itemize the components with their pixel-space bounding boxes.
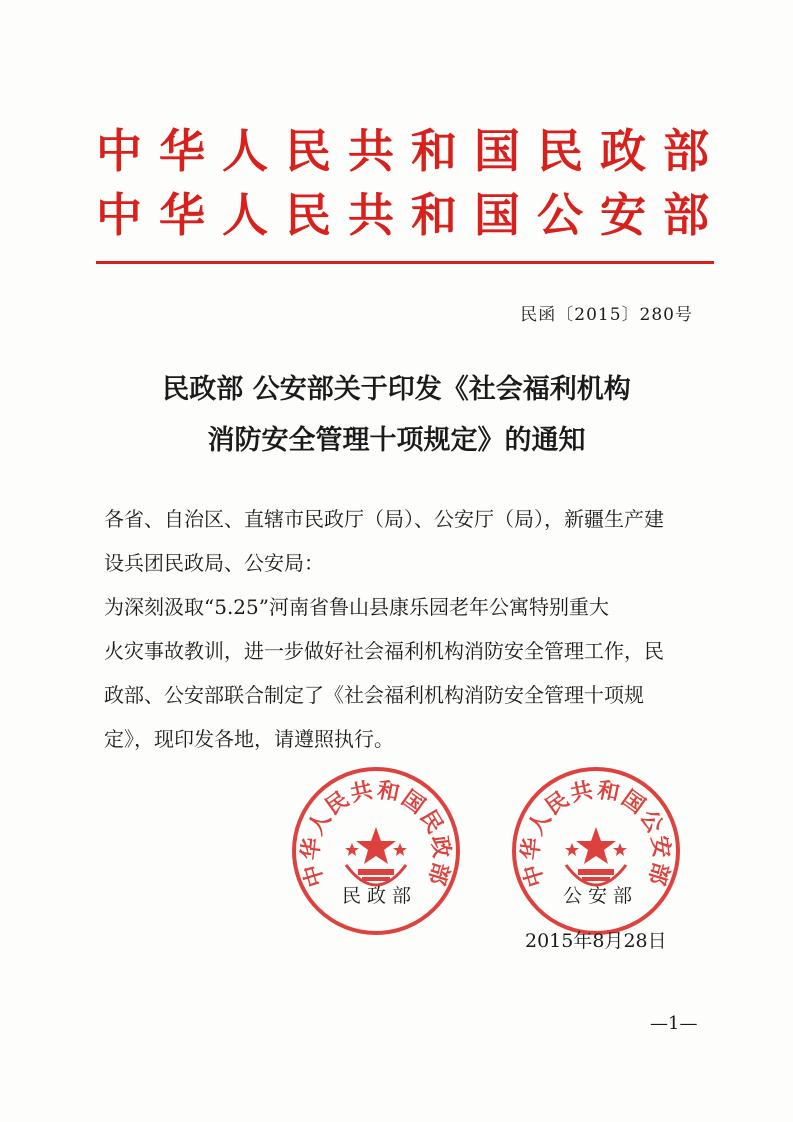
national-emblem-icon <box>565 827 627 885</box>
paragraph-line: 定》，现印发各地，请遵照执行。 <box>104 727 394 751</box>
addressee-line-2: 设兵团民政局、公安局： <box>104 551 324 575</box>
seal-text: 中华人民共和国民政部 <box>297 776 455 890</box>
paragraph-line: 政部、公安部联合制定了《社会福利机构消防安全管理十项规 <box>104 683 644 707</box>
issue-date: 2015年8月28日 <box>525 930 667 952</box>
signer-civil-affairs: 民政部 <box>342 885 418 907</box>
paragraph-line: 为深刻汲取“5.25”河南省鲁山县康乐园老年公寓特别重大 <box>104 595 609 619</box>
seal-ministry-public-security <box>510 765 682 937</box>
seal-text: 中华人民共和国公安部 <box>517 776 675 890</box>
page-number: —1— <box>650 1013 698 1034</box>
document-title-line-2: 消防安全管理十项规定》的通知 <box>207 425 586 456</box>
seal-ministry-civil-affairs <box>290 765 462 937</box>
national-emblem-icon <box>345 827 407 885</box>
addressee-line-1: 各省、自治区、直辖市民政厅（局）、公安厅（局），新疆生产建 <box>104 507 664 531</box>
red-divider-rule <box>96 261 714 264</box>
document-title-line-1: 民政部 公安部关于印发《社会福利机构 <box>162 374 631 405</box>
issuer-ministry-civil-affairs: 中华人民共和国民政部 <box>96 124 726 178</box>
document-number: 民函〔2015〕280号 <box>520 305 693 325</box>
paragraph-line: 火灾事故教训，进一步做好社会福利机构消防安全管理工作，民 <box>104 639 664 663</box>
issuer-ministry-public-security: 中华人民共和国公安部 <box>96 188 726 242</box>
signer-public-security: 公安部 <box>563 885 639 907</box>
